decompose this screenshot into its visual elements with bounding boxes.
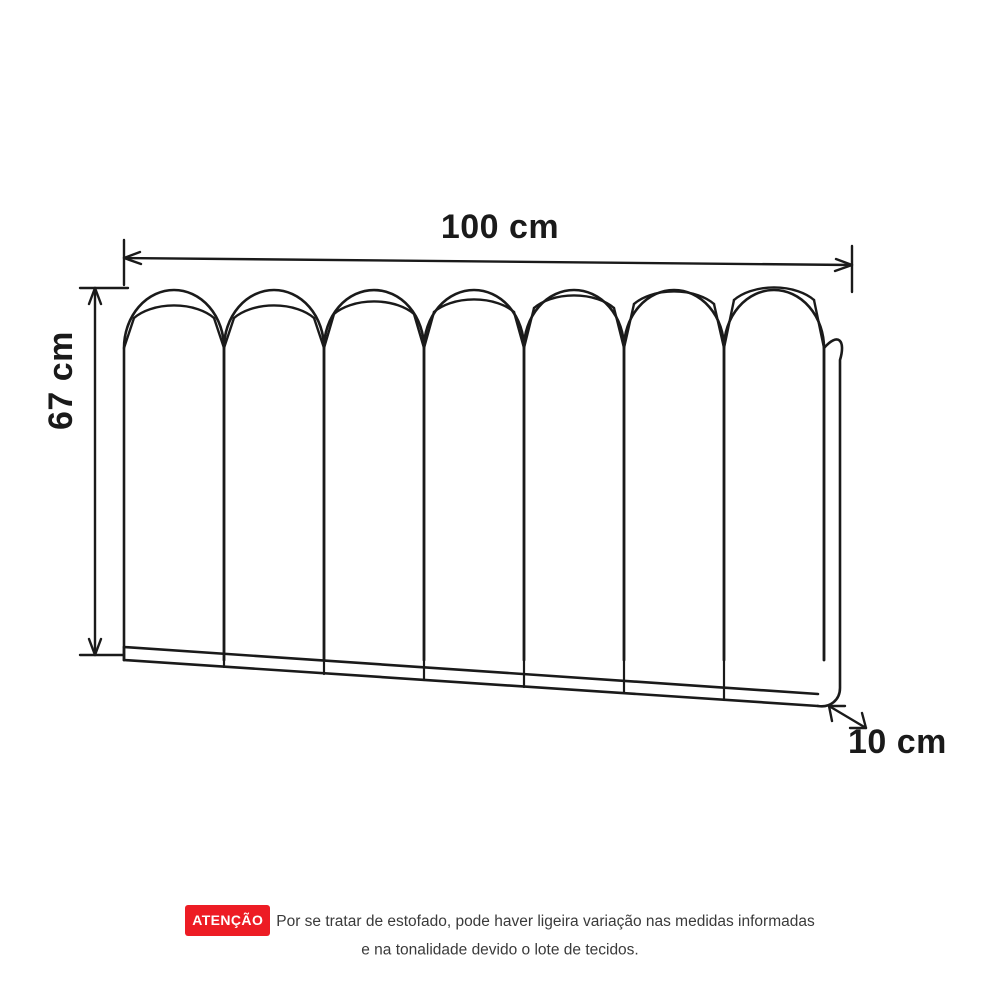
height-dimension-label: 67 cm: [42, 331, 80, 430]
height-dimension-line: [80, 288, 128, 655]
headboard-top-depth-edges: [124, 287, 824, 348]
depth-dimension-label: 10 cm: [848, 723, 947, 761]
attention-badge: ATENÇÃO: [185, 905, 270, 936]
width-dimension-line: [124, 240, 852, 292]
attention-note: [0, 906, 1000, 962]
headboard-base-face: [124, 647, 818, 706]
headboard-front-panels: [124, 290, 824, 660]
width-dimension-label: 100 cm: [440, 208, 560, 246]
attention-note-line1: Por se tratar de estofado, pode haver ligeira variação nas medidas informadas: [276, 913, 815, 930]
attention-note-line2: e na tonalidade devido o lote de tecidos.: [361, 941, 639, 959]
headboard-right-side-face: [818, 339, 842, 706]
